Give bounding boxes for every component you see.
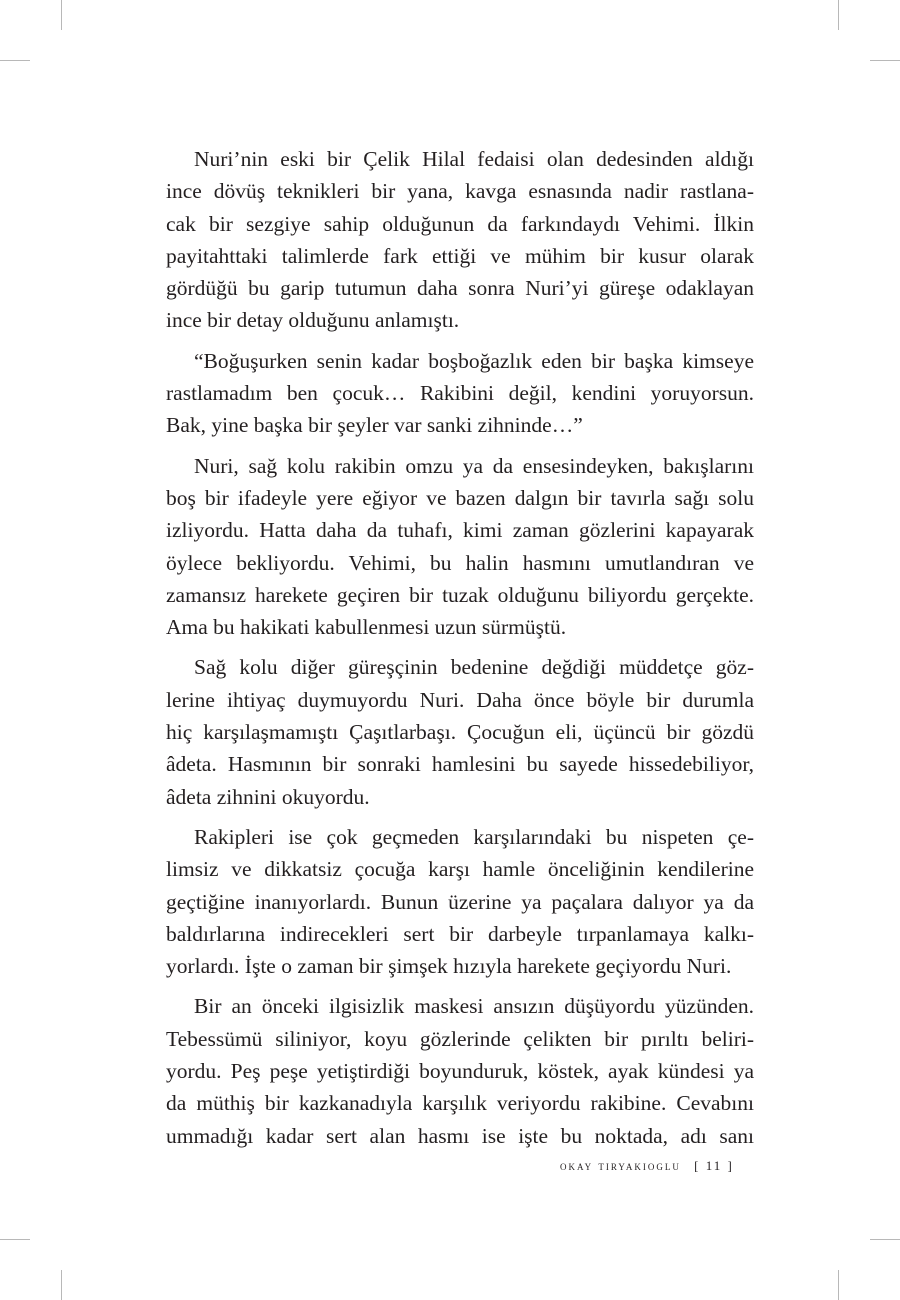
text-line: öylece bekliyordu. Vehimi, bu halin hasmını umutlandıran ve — [166, 550, 754, 575]
text-line: zamansız harekete geçiren bir tuzak olduğunu biliyordu gerçekte. — [166, 582, 754, 607]
text-line: âdeta zihnini okuyordu. — [166, 784, 370, 809]
paragraph-4 — [166, 651, 754, 812]
crop-mark-top-right — [838, 0, 839, 30]
text-line: Rakipleri ise çok geçmeden karşılarındaki bu nispeten çe- — [194, 824, 754, 849]
crop-mark-bottom-left — [61, 1270, 62, 1300]
body-text — [166, 143, 754, 1160]
footer-author: okay tiryakioglu — [560, 1158, 681, 1173]
footer-page-number: [ 11 ] — [694, 1158, 734, 1173]
text-line: Bir an önceki ilgisizlik maskesi ansızın düşüyordu yüzünden. — [194, 994, 754, 1019]
text-line: izliyordu. Hatta daha da tuhafı, kimi zaman gözlerini kapayarak — [166, 518, 754, 543]
crop-mark-left-lower — [0, 1239, 30, 1240]
crop-mark-left-upper — [0, 60, 30, 61]
text-line: rastlamadım ben çocuk… Rakibini değil, kendini yoruyorsun. — [166, 381, 754, 406]
text-line: Tebessümü siliniyor, koyu gözlerinde çelikten bir pırıltı beliri- — [166, 1026, 754, 1051]
text-line: payitahttaki talimlerde fark ettiği ve mühim bir kusur olarak — [166, 243, 754, 268]
text-line: lerine ihtiyaç duymuyordu Nuri. Daha önce böyle bir durumla — [166, 687, 754, 712]
text-line: Nuri, sağ kolu rakibin omzu ya da ensesindeyken, bakışlarını — [194, 453, 754, 478]
text-line: ince dövüş teknikleri bir yana, kavga esnasında nadir rastlana- — [166, 179, 754, 204]
paragraph-2 — [166, 345, 754, 442]
crop-mark-right-upper — [870, 60, 900, 61]
text-line: baldırlarına indirecekleri sert bir darbeyle tırpanlamaya kalkı- — [166, 921, 754, 946]
text-line: ummadığı kadar sert alan hasmı ise işte bu noktada, adı sanı — [166, 1123, 754, 1148]
text-line: ince bir detay olduğunu anlamıştı. — [166, 308, 460, 333]
text-line: geçtiğine inanıyorlardı. Bunun üzerine ya paçalara dalıyor ya da — [166, 889, 754, 914]
text-line: cak bir sezgiye sahip olduğunun da farkındaydı Vehimi. İlkin — [166, 211, 754, 236]
text-line: boş bir ifadeyle yere eğiyor ve bazen dalgın bir tavırla sağı solu — [166, 485, 754, 510]
text-line: Nuri’nin eski bir Çelik Hilal fedaisi olan dedesinden aldığı — [194, 147, 754, 171]
crop-mark-right-lower — [870, 1239, 900, 1240]
text-line: Ama bu hakikati kabullenmesi uzun sürmüştü. — [166, 615, 567, 640]
text-line: hiç karşılaşmamıştı Çaşıtlarbaşı. Çocuğun eli, üçüncü bir gözdü — [166, 720, 754, 745]
text-line: yorlardı. İşte o zaman bir şimşek hızıyla harekete geçiyordu Nuri. — [166, 954, 732, 979]
text-line: âdeta. Hasmının bir sonraki hamlesini bu sayede hissedebiliyor, — [166, 752, 754, 777]
text-line: da müthiş bir kazkanadıyla karşılık veriyordu rakibine. Cevabını — [166, 1091, 754, 1116]
text-line: gördüğü bu garip tutumun daha sonra Nuri’yi güreşe odaklayan — [166, 276, 754, 301]
paragraph-5 — [166, 821, 754, 982]
text-line: limsiz ve dikkatsiz çocuğa karşı hamle önceliğinin kendilerine — [166, 857, 754, 882]
paragraph-6 — [166, 990, 754, 1151]
text-line: “Boğuşurken senin kadar boşboğazlık eden bir başka kimseye — [194, 348, 754, 373]
running-footer — [560, 1158, 760, 1174]
crop-mark-top-left — [61, 0, 62, 30]
text-line: yordu. Peş peşe yetiştirdiği boyunduruk, köstek, ayak kündesi ya — [166, 1059, 754, 1084]
crop-mark-bottom-right — [838, 1270, 839, 1300]
text-line: Bak, yine başka bir şeyler var sanki zihninde…” — [166, 413, 583, 438]
paragraph-3 — [166, 450, 754, 644]
paragraph-1 — [166, 143, 754, 337]
text-line: Sağ kolu diğer güreşçinin bedenine değdiği müddetçe göz- — [194, 655, 754, 680]
